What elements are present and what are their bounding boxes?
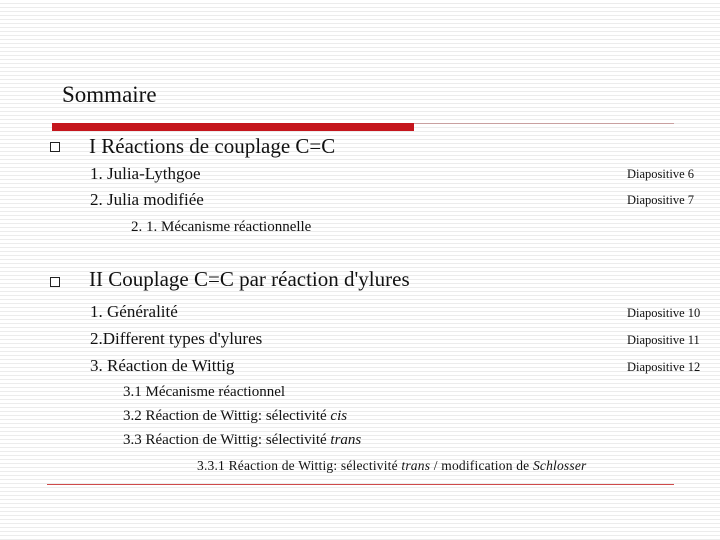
list-item: 1. Julia-Lythgoe bbox=[90, 164, 201, 183]
square-bullet-icon bbox=[50, 142, 60, 152]
sub-list-item: 2. 1. Mécanisme réactionnelle bbox=[131, 219, 312, 235]
sub-list-item-emphasis: cis bbox=[330, 408, 348, 424]
slide-reference: Diapositive 11 bbox=[627, 333, 700, 347]
sub-list-item-text: 3.3 Réaction de Wittig: sélectivité bbox=[123, 432, 331, 448]
sub-list-item bbox=[123, 408, 347, 425]
sub-list-item bbox=[123, 384, 285, 401]
sub-list-item-text: 3.2 Réaction de Wittig: sélectivité bbox=[123, 408, 331, 424]
slide-reference: Diapositive 7 bbox=[627, 193, 695, 207]
square-bullet-icon bbox=[50, 277, 60, 287]
sub-list-item bbox=[123, 432, 361, 449]
sub-sub-emphasis: trans bbox=[401, 458, 431, 473]
title-underline-accent bbox=[52, 123, 414, 131]
sub-sub-emphasis: Schlosser bbox=[532, 458, 587, 473]
list-item: 2. Julia modifiée bbox=[90, 190, 204, 209]
list-item: 2.Different types d'ylures bbox=[90, 329, 263, 348]
sub-list-item-emphasis: trans bbox=[330, 432, 362, 448]
sub-list-item-text: 3.1 Mécanisme réactionnel bbox=[123, 384, 286, 400]
section-heading-1: I Réactions de couplage C=C bbox=[89, 134, 336, 158]
slide-reference: Diapositive 10 bbox=[627, 306, 701, 320]
section-heading-2: II Couplage C=C par réaction d'ylures bbox=[89, 267, 410, 291]
list-item: 1. Généralité bbox=[90, 302, 178, 321]
sub-sub-text: 3.3.1 Réaction de Wittig: sélectivité bbox=[197, 458, 402, 473]
slide-title: Sommaire bbox=[62, 82, 157, 107]
list-item: 3. Réaction de Wittig bbox=[90, 356, 235, 375]
sub-sub-text-mid: / modification de bbox=[430, 458, 533, 473]
slide-reference: Diapositive 6 bbox=[627, 167, 695, 181]
footer-rule bbox=[47, 484, 674, 485]
title-underline-rule bbox=[414, 123, 674, 124]
sub-sub-list-item bbox=[197, 458, 586, 474]
slide-reference: Diapositive 12 bbox=[627, 360, 701, 374]
